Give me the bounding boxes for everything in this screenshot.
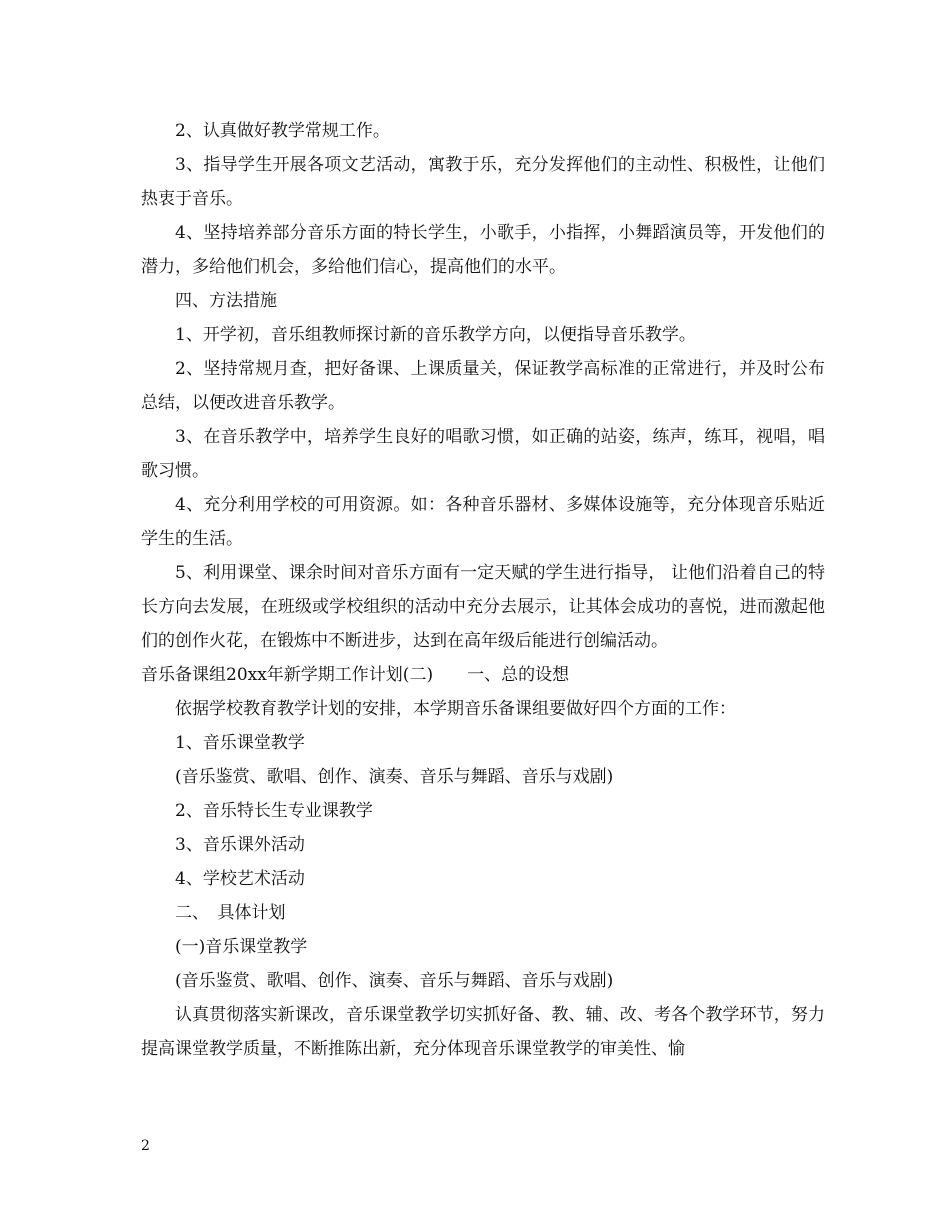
- paragraph-3: 4、坚持培养部分音乐方面的特长学生，小歌手，小指挥，小舞蹈演员等，开发他们的潜力，多给他们机会，多给他们信心，提高他们的水平。: [141, 223, 825, 277]
- paragraph-4: 1、开学初，音乐组教师探讨新的音乐教学方向，以便指导音乐教学。: [175, 325, 696, 345]
- page-number: 2: [141, 1138, 150, 1154]
- paragraph-1: 2、认真做好教学常规工作。: [175, 121, 390, 141]
- document-body: [141, 114, 825, 1066]
- paragraph-7: 4、充分利用学校的可用资源。如：各种音乐器材、多媒体设施等，充分体现音乐贴近学生的生活。: [141, 495, 825, 549]
- list-item-4: 4、学校艺术活动: [175, 869, 305, 889]
- paragraph-5: 2、坚持常规月查，把好备课、上课质量关，保证教学高标准的正常进行，并及时公布总结，以便改进音乐教学。: [141, 359, 825, 413]
- list-item-1-note: (音乐鉴赏、歌唱、创作、演奏、音乐与舞蹈、音乐与戏剧): [175, 767, 614, 787]
- subsection-note: (音乐鉴赏、歌唱、创作、演奏、音乐与舞蹈、音乐与戏剧): [175, 971, 614, 991]
- list-item-2: 2、音乐特长生专业课教学: [175, 801, 373, 821]
- paragraph-9: 依据学校教育教学计划的安排，本学期音乐备课组要做好四个方面的工作：: [175, 699, 736, 719]
- paragraph-6: 3、在音乐教学中，培养学生良好的唱歌习惯，如正确的站姿，练声，练耳，视唱，唱歌习惯。: [141, 427, 825, 481]
- list-item-1: 1、音乐课堂教学: [175, 733, 305, 753]
- paragraph-8: 5、利用课堂、课余时间对音乐方面有一定天赋的学生进行指导， 让他们沿着自己的特长方向去发展，在班级或学校组织的活动中充分去展示，让其体会成功的喜悦，进而激起他们的创作火花，在锻炼中不断进步，达到在高年级后能进行创编活动。: [141, 563, 825, 651]
- list-item-3: 3、音乐课外活动: [175, 835, 305, 855]
- paragraph-2: 3、指导学生开展各项文艺活动，寓教于乐，充分发挥他们的主动性、积极性，让他们热衷于音乐。: [141, 155, 825, 209]
- section-heading-methods: 四、方法措施: [175, 291, 277, 311]
- paragraph-10: 认真贯彻落实新课改，音乐课堂教学切实抓好备、教、辅、改、考各个教学环节，努力提高课堂教学质量，不断推陈出新，充分体现音乐课堂教学的审美性、愉: [141, 1005, 825, 1059]
- document-subtitle: 音乐备课组20xx年新学期工作计划(二) 一、总的设想: [141, 665, 570, 685]
- subsection-heading-classroom: (一)音乐课堂教学: [175, 937, 308, 957]
- section-heading-plan: 二、 具体计划: [175, 903, 286, 923]
